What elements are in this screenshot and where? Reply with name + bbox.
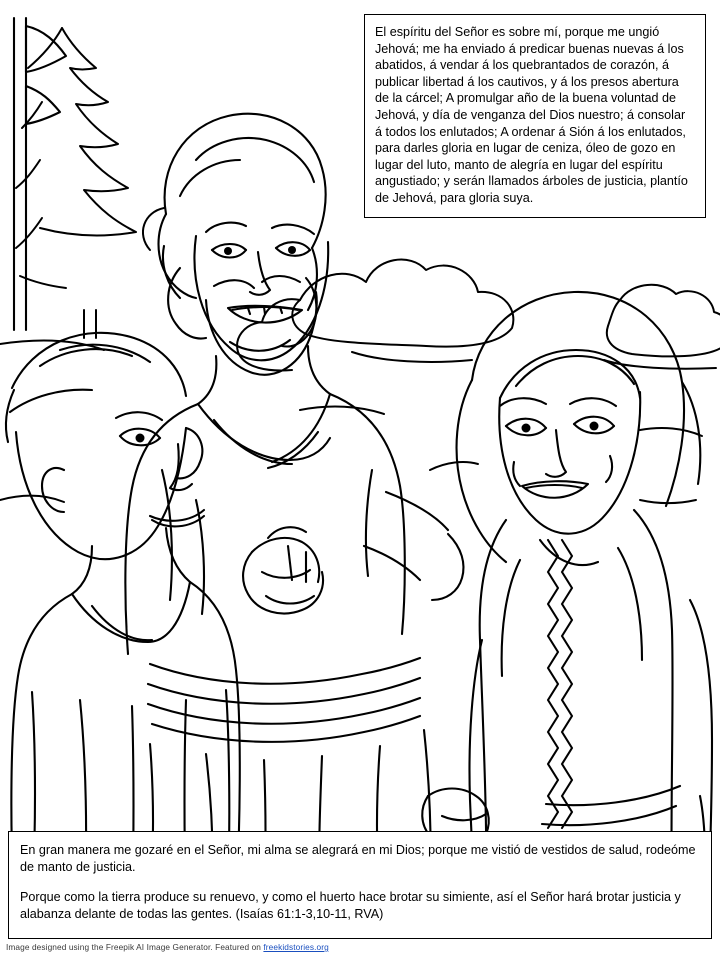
- verse-box-bottom: [8, 831, 712, 939]
- freekidstories-link[interactable]: freekidstories.org: [263, 942, 329, 952]
- verse-bottom-paragraph-1: En gran manera me gozaré en el Señor, mi alma se alegrará en mi Dios; porque me vistió de vestidos de salud, rodeóme de manto de justicia.: [20, 843, 696, 874]
- verse-bottom-paragraph-2: Porque como la tierra produce su renuevo, y como el huerto hace brotar su simiente, así el Señor hará brotar justicia y alabanza delante de todas las gentes. (Isaías 61:1-3,10-11, RVA): [20, 890, 681, 921]
- footer-credit: [6, 942, 714, 952]
- verse-top-text: El espíritu del Señor es sobre mí, porque me ungió Jehová; me ha enviado á predicar buenas nuevas á los abatidos, á vendar á los quebrantados de corazón, á publicar libertad á los cautivos, y á los presos abertura de la cárcel; A promulgar año de la buena voluntad de Jehová, y día de venganza del Dios nuestro; á consolar á todos los enlutados; A ordenar á Sión á los enlutados, para darles gloria en lugar de ceniza, óleo de gozo en lugar del luto, manto de alegría en lugar del espíritu angustiado; y serán llamados árboles de justicia, plantío de Jehová, para gloria suya.: [375, 25, 688, 206]
- verse-box-top: [364, 14, 706, 218]
- footer-credit-text: Image designed using the Freepik AI Image Generator. Featured on: [6, 942, 264, 952]
